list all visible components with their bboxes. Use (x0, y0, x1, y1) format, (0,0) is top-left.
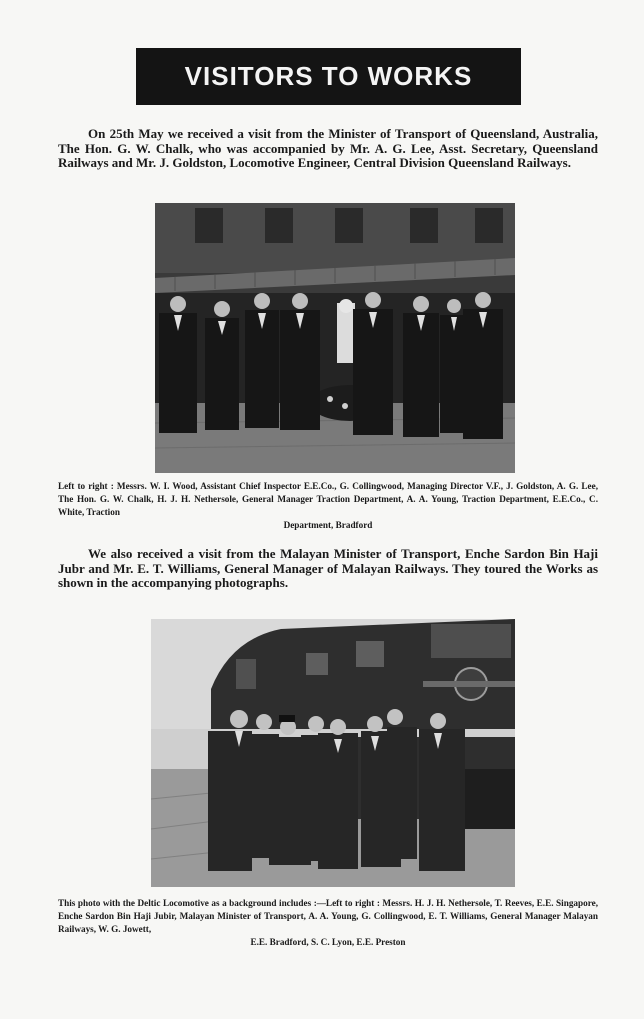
caption-2-text: This photo with the Deltic Locomotive as a background includes :—Left to right : Messrs. H. J. H. Nethersole, T. Reeves, E.E. Singapore, Enche Sardon Bin Haji Jubir, Malayan Minister of Transport, A. A. Young, G. Collingwood, E. T. Williams, General Manager Malayan Railways, W. G. Jowett, (58, 898, 598, 934)
caption-1-last-line: Department, Bradford (283, 520, 373, 530)
second-paragraph: We also received a visit from the Malayan Minister of Transport, Enche Sardon Bin Haji Jubr and Mr. E. T. Williams, General Manager of Malayan Railways. They toured the Works as shown in the accompanying photographs. (58, 546, 598, 590)
photo-caption-1 (58, 480, 598, 532)
caption-2-last-line: E.E. Bradford, S. C. Lyon, E.E. Preston (250, 937, 406, 947)
caption-1-text: Left to right : Messrs. W. I. Wood, Assistant Chief Inspector E.E.Co., G. Collingwood, Managing Director V.F., J. Goldston, A. G. Lee, The Hon. G. W. Chalk, H. J. H. Nethersole, General Manager Traction Department, A. A. Young, Traction Department, E.E.Co., C. White, Traction (58, 481, 598, 517)
group-photo-deltic-locomotive (151, 619, 515, 887)
group-photo-queensland-visit (155, 203, 515, 473)
photo-caption-2 (58, 897, 598, 949)
page-title: VISITORS TO WORKS (136, 48, 521, 105)
intro-paragraph: On 25th May we received a visit from the Minister of Transport of Queensland, Australia, The Hon. G. W. Chalk, who was accompanied by Mr. A. G. Lee, Asst. Secretary, Queensland Railways and Mr. J. Goldston, Locomotive Engineer, Central Division Queensland Railways. (58, 126, 598, 170)
